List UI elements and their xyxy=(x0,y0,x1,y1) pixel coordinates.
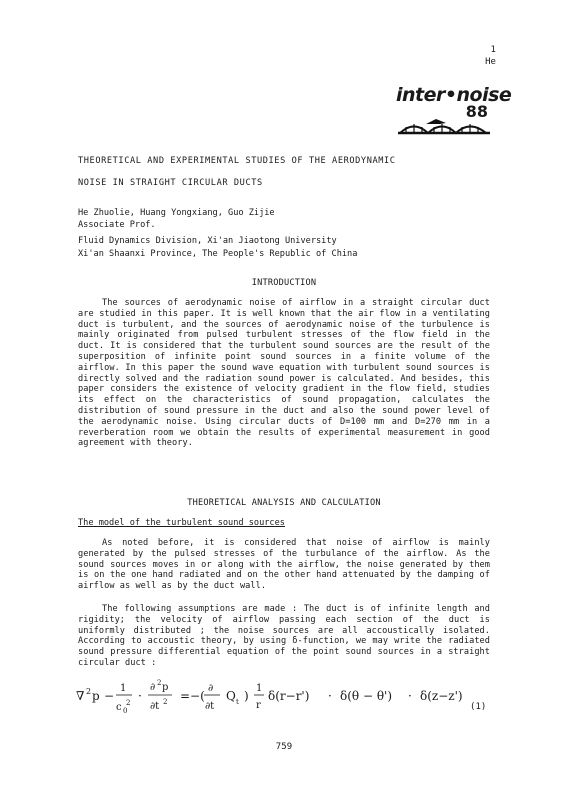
svg-text:t: t xyxy=(236,698,239,706)
svg-text:Q: Q xyxy=(226,689,236,703)
svg-text:2: 2 xyxy=(157,679,162,687)
svg-text:c: c xyxy=(116,702,122,713)
svg-text:·: · xyxy=(138,689,142,703)
svg-text:·: · xyxy=(328,689,332,703)
svg-text:): ) xyxy=(244,689,249,703)
paper-title-line-2: NOISE IN STRAIGHT CIRCULAR DUCTS xyxy=(78,178,263,188)
logo-wordmark: inter•noise xyxy=(396,84,512,106)
svg-text:∂t: ∂t xyxy=(150,701,160,712)
theory-heading: THEORETICAL ANALYSIS AND CALCULATION xyxy=(187,498,381,508)
svg-text:1: 1 xyxy=(120,683,127,694)
svg-text:2: 2 xyxy=(163,698,168,706)
paper-title-line-1: THEORETICAL AND EXPERIMENTAL STUDIES OF THE AERODYNAMIC xyxy=(78,156,396,166)
svg-text:δ(θ − θ'): δ(θ − θ') xyxy=(340,689,393,703)
svg-text:0: 0 xyxy=(123,707,128,715)
theory-paragraph-2: The following assumptions are made : The duct is of infinite length and rigidity; the velocity of airflow passing each section of the duct is uniformly distributed ; the noise sources are all accoustically isolated. According to accoustic theory, by using δ-function, we may write the radiated sound pressure differential equation of the point sound sources in a straight circular duct : xyxy=(78,604,490,668)
introduction-heading: INTRODUCTION xyxy=(251,278,317,288)
affiliation-line-2: Xi'an Shaanxi Province, The People's Republic of China xyxy=(78,249,358,259)
affiliation-line-1: Fluid Dynamics Division, Xi'an Jiaotong University xyxy=(78,236,337,246)
svg-text:∇: ∇ xyxy=(76,689,85,703)
svg-text:p: p xyxy=(162,682,169,693)
svg-text:−: − xyxy=(104,689,115,703)
svg-text:·: · xyxy=(408,689,412,703)
svg-text:δ(r−r'): δ(r−r') xyxy=(268,689,310,703)
logo-year: 88 xyxy=(465,102,488,121)
bridge-logo-icon xyxy=(396,118,492,136)
conference-logo xyxy=(396,84,512,140)
corner-initials: He xyxy=(485,57,496,67)
section-subheading: The model of the turbulent sound sources xyxy=(78,518,285,528)
corner-mark xyxy=(485,44,496,68)
svg-text:δ(z−z'): δ(z−z') xyxy=(420,689,463,703)
svg-text:∂: ∂ xyxy=(150,682,156,693)
svg-text:1: 1 xyxy=(256,683,263,694)
author-rank: Associate Prof. xyxy=(78,220,156,230)
svg-text:r: r xyxy=(256,700,261,711)
corner-number: 1 xyxy=(490,45,496,55)
author-names: He Zhuolie, Huang Yongxiang, Guo Zijie xyxy=(78,208,275,218)
wave-equation xyxy=(72,676,492,720)
svg-text:2: 2 xyxy=(126,699,131,707)
theory-paragraph-1: As noted before, it is considered that noise of airflow is mainly generated by the pulsed stresses of the turbulance of the airflow. As the sound sources moves in or along with the airflow, the noise generated by them is on the one hand radiated and on the other hand attenuated by the damping of airflow as well as by the duct wall. xyxy=(78,538,490,592)
page-number: 759 xyxy=(275,742,293,752)
introduction-paragraph: The sources of aerodynamic noise of airflow in a straight circular duct are studied in this paper. It is well known that the air flow in a ventilating duct is turbulent, and the sources of aerodynamic noise of the turbulence is mainly originated from pulsed turbulent stresses of the flow field in the duct. It is considered that the turbulent sound sources are the result of the superposition of infinite point sound sources in a finite volume of the airflow. In this paper the sound wave equation with turbulent sound sources is directly solved and the radiation sound power is calculated. And besides, this paper considers the existence of velocity gradient in the flow field, studies its effect on the characteristics of sound propagation, calculates the distribution of sound pressure in the duct and also the sound power level of the aerodynamic noise. Using circular ducts of D=100 mm and D=270 mm in a reverberation room we obtain the results of experimental measurement in good agreement with theory. xyxy=(78,298,490,449)
svg-text:∂t: ∂t xyxy=(205,701,215,712)
svg-text:∂: ∂ xyxy=(208,683,214,694)
svg-text:p: p xyxy=(92,689,100,703)
equation-number: (1) xyxy=(470,702,487,712)
svg-text:=−(: =−( xyxy=(180,689,205,703)
svg-text:2: 2 xyxy=(86,687,92,696)
